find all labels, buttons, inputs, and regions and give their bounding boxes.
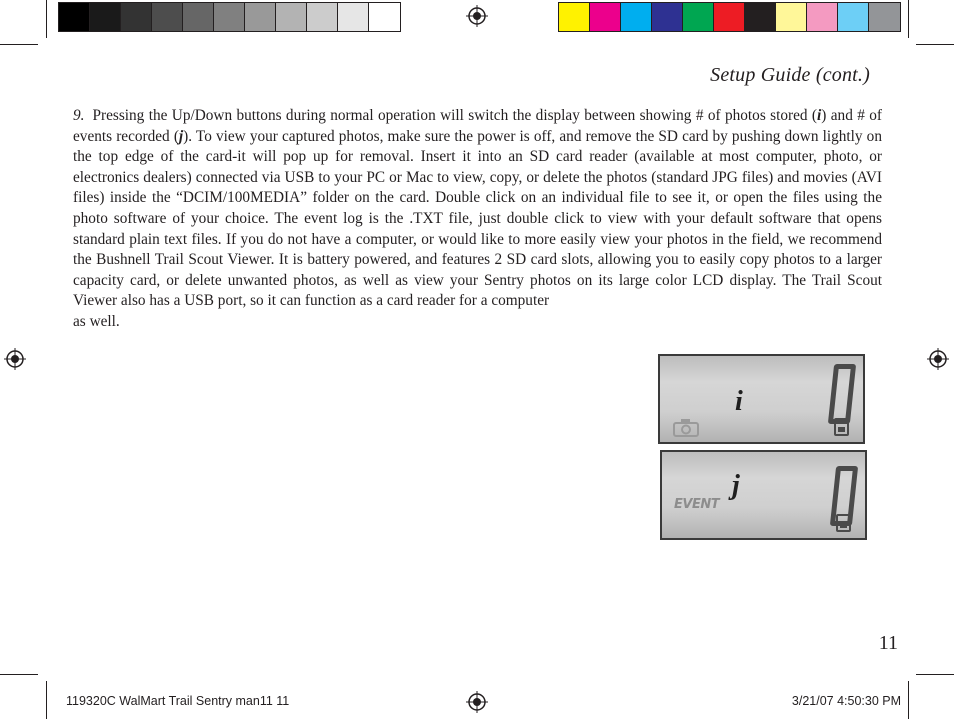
registration-mark-icon bbox=[466, 5, 488, 27]
color-swatch bbox=[652, 3, 683, 31]
camera-icon bbox=[672, 418, 700, 438]
crop-mark bbox=[916, 674, 954, 675]
crop-mark bbox=[916, 44, 954, 45]
color-swatch bbox=[714, 3, 745, 31]
registration-mark-icon bbox=[927, 348, 949, 370]
color-swatch bbox=[369, 3, 400, 31]
page-number: 11 bbox=[878, 632, 898, 654]
process-color-bar bbox=[558, 2, 901, 32]
color-swatch bbox=[590, 3, 621, 31]
paragraph-end: as well. bbox=[73, 312, 120, 330]
color-swatch bbox=[869, 3, 900, 31]
color-swatch bbox=[214, 3, 245, 31]
page-title: Setup Guide (cont.) bbox=[710, 64, 870, 86]
color-swatch bbox=[776, 3, 807, 31]
step-number: 9. bbox=[73, 107, 85, 124]
color-swatch bbox=[245, 3, 276, 31]
lcd-photos-count-display bbox=[658, 354, 865, 444]
crop-mark bbox=[0, 44, 38, 45]
sd-card-icon bbox=[834, 418, 849, 436]
color-swatch bbox=[183, 3, 214, 31]
color-swatch bbox=[807, 3, 838, 31]
color-swatch bbox=[338, 3, 369, 31]
color-swatch bbox=[621, 3, 652, 31]
sd-card-icon bbox=[836, 514, 851, 532]
color-swatch bbox=[59, 3, 90, 31]
grayscale-color-bar bbox=[58, 2, 401, 32]
instruction-paragraph bbox=[73, 106, 882, 333]
crop-mark bbox=[0, 674, 38, 675]
crop-mark bbox=[908, 681, 909, 719]
registration-mark-icon bbox=[466, 691, 488, 713]
events-indicator: j bbox=[732, 470, 740, 501]
color-swatch bbox=[121, 3, 152, 31]
digit-zero bbox=[828, 364, 856, 424]
event-label: EVENT bbox=[674, 497, 720, 512]
color-swatch bbox=[559, 3, 590, 31]
paragraph-text: Pressing the Up/Down buttons during normal operation will switch the display between showing # of photos stored (i) and # of events recorded (j). To view your captured photos, make sure the power is off, and remove the SD card by pushing down lightly on the top edge of the card-it will pop up for removal. Insert it into an SD card reader (available at most computer, photo, or electronics dealers) connected via USB to your PC or Mac to view, copy, or delete the photos (standard JPG files) and movies (AVI files) inside the “DCIM/100MEDIA” folder on the card. Double click on an individual file to see it, or open the files using the photo software of your choice. The event log is the .TXT file, just double click to view with your default software that opens standard plain text files. If you do not have a computer, or would like to more easily view your photos in the field, we recommend the Bushnell Trail Scout Viewer. It is battery powered, and features 2 SD card slots, allowing you to easily copy photos to a larger capacity card, or delete unwanted photos, as well as view your Sentry photos on its large color LCD display. The Trail Scout Viewer also has a USB port, so it can function as a card reader for a computer bbox=[73, 107, 883, 310]
registration-mark-icon bbox=[4, 348, 26, 370]
color-swatch bbox=[90, 3, 121, 31]
print-slug-left: 119320C WalMart Trail Sentry man11 11 bbox=[66, 694, 290, 708]
crop-mark bbox=[908, 0, 909, 38]
lcd-events-count-display bbox=[660, 450, 867, 540]
color-swatch bbox=[683, 3, 714, 31]
color-swatch bbox=[745, 3, 776, 31]
photos-indicator: i bbox=[735, 386, 743, 417]
crop-mark bbox=[46, 681, 47, 719]
color-swatch bbox=[838, 3, 869, 31]
color-swatch bbox=[276, 3, 307, 31]
color-swatch bbox=[307, 3, 338, 31]
print-slug-right: 3/21/07 4:50:30 PM bbox=[791, 694, 901, 708]
color-swatch bbox=[152, 3, 183, 31]
crop-mark bbox=[46, 0, 47, 38]
